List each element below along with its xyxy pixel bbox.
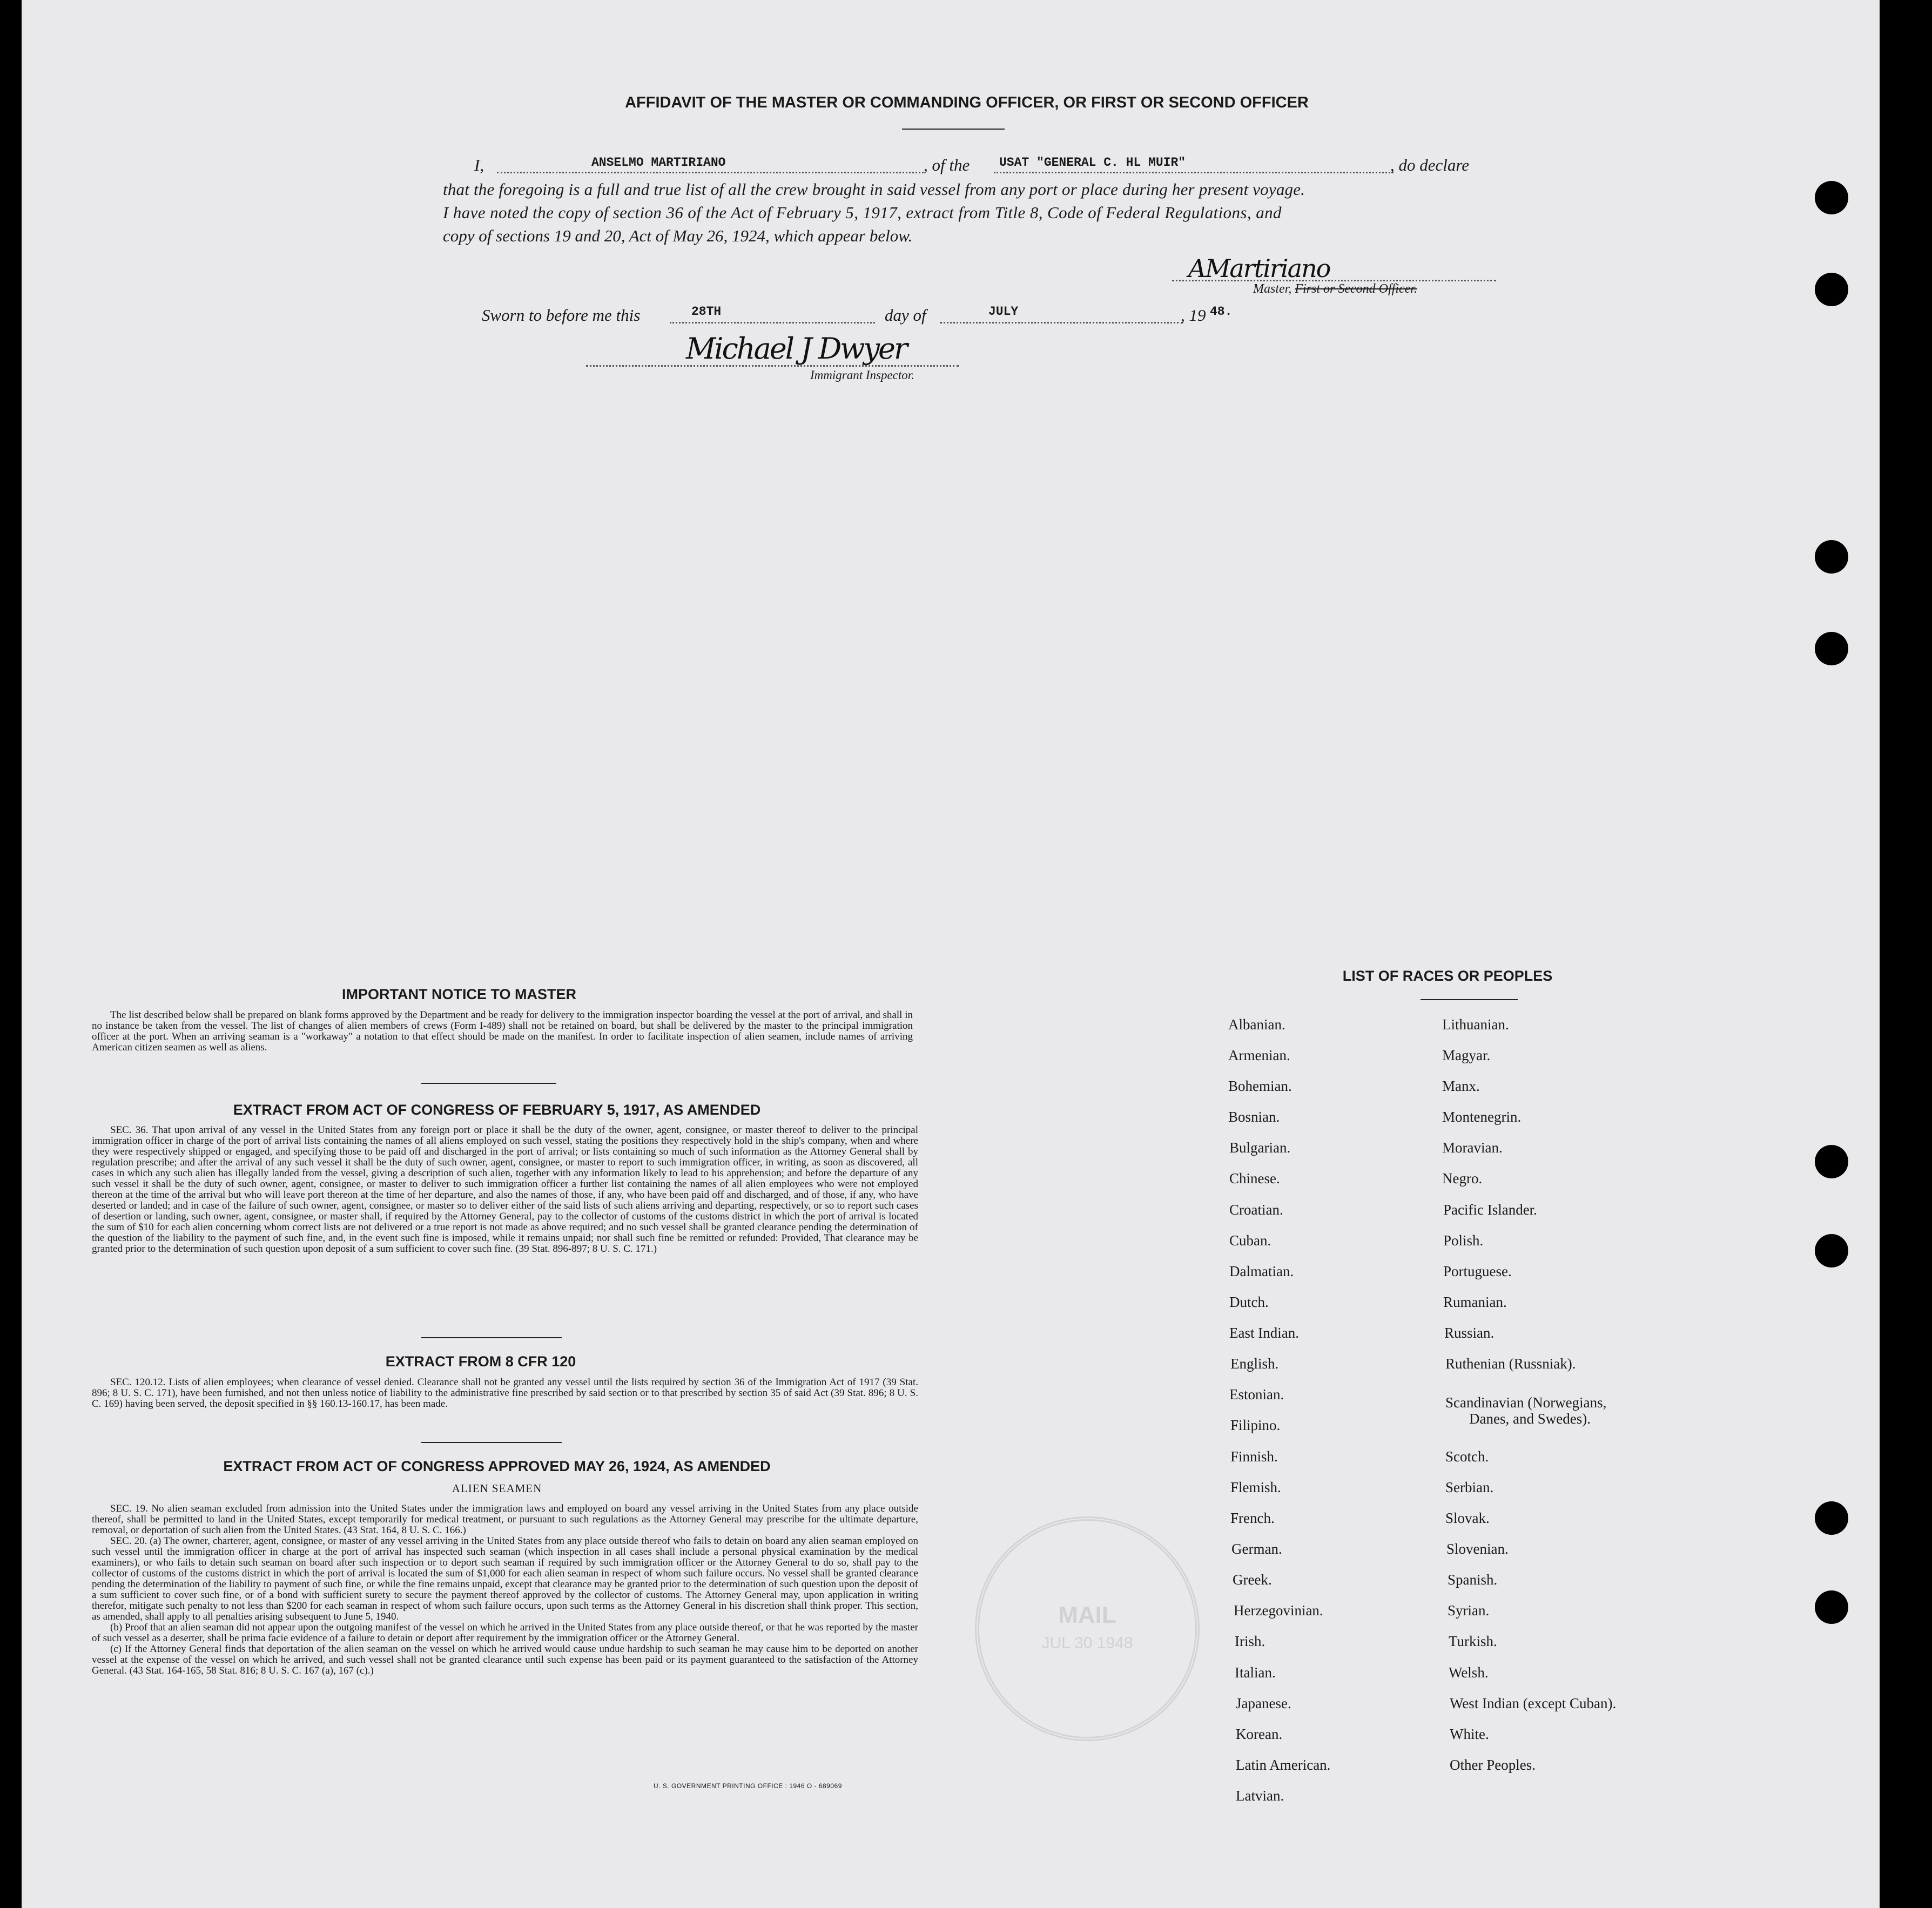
month-value: JULY — [988, 305, 1019, 319]
master-caption-struck: First or Second Officer. — [1295, 282, 1417, 296]
extract-cfr-body — [92, 1377, 918, 1410]
race-item: Rumanian. — [1443, 1294, 1507, 1310]
inspector-caption: Immigrant Inspector. — [810, 368, 914, 382]
race-item: Scandinavian (Norwegians, — [1445, 1394, 1607, 1411]
inspector-signature-line — [586, 365, 959, 367]
month-line — [940, 322, 1183, 323]
punch-hole-icon — [1815, 1501, 1848, 1535]
race-item: Irish. — [1235, 1633, 1265, 1649]
extract-1917-rule — [421, 1337, 562, 1338]
of-the-text: , of the — [924, 156, 970, 174]
race-item: Estonian. — [1229, 1386, 1284, 1403]
race-item: Welsh. — [1449, 1664, 1489, 1681]
extract-1917-body — [92, 1125, 918, 1255]
race-item: Magyar. — [1442, 1047, 1491, 1063]
affidavit-line-2: that the foregoing is a full and true list of all the crew brought in said vessel from any port or place during her present voyage. — [443, 180, 1305, 199]
race-item: Latvian. — [1236, 1788, 1284, 1804]
race-item: Italian. — [1235, 1664, 1276, 1681]
extract-1917-paragraph: SEC. 36. That upon arrival of any vessel in the United States from any foreign port or place it shall be the duty of the owner, agent, consignee, or master thereof to deliver to the principal immigration officer in charge of the port of arrival lists containing the names of all aliens employed on such vessel, stating the positions they respectively hold in the ship's company, when and where they were respectively shipped or engaged, and specifying those to be paid off and discharged in the port of arrival; or lists containing so much of such information as the Attorney General shall by regulation prescribe; and after the arrival of any such vessel it shall be the duty of such owner, agent, consignee, or master to report to such immigration officer, in writing, as soon as discovered, all cases in which any such alien has illegally landed from the vessel, giving a description of such alien, together with any information likely to lead to his apprehension; and before the departure of any such vessel it shall be the duty of such owner, agent, consignee, or master to deliver to such immigration officer a further list containing the names of all alien employees who were not employed thereon at the time of the arrival but who will leave port thereon at the time of her departure, and also the names of those, if any, who have been paid off and discharged, and of those, if any, who have deserted or landed; and in case of the failure of such owner, agent, consignee, or master so to deliver either of the said lists of such aliens arriving and departing, respectively, or so to report such cases of desertion or landing, such owner, agent, consignee, or master shall, if required by the Attorney General, pay to the collector of customs of the customs district in which the port of arrival is located the sum of $10 for each alien concerning whom correct lists are not delivered or a true report is not made as above required; and no such vessel shall be granted clearance pending the determination of the question of the liability to the payment of such fine, and, in the event such fine is imposed, while it remains unpaid; nor shall such fine be remitted or refunded: Provided, That clearance may be granted prior to the determination of such question upon deposit of a sum sufficient to cover such fine. (39 Stat. 896-897; 8 U. S. C. 171.) — [92, 1124, 918, 1255]
race-item: Cuban. — [1229, 1232, 1271, 1249]
extract-1924-paragraph-sec20b: (b) Proof that an alien seaman did not appear upon the outgoing manifest of the vessel on which he arrived in the United States from any place outside thereof, or that he was reported by the master of such vessel as a deserter, shall be prima facie evidence of a failure to detain or deport after requirement by the immigration officer or the Attorney General. — [92, 1622, 918, 1644]
master-caption — [1253, 282, 1417, 296]
race-item: Russian. — [1444, 1325, 1495, 1341]
race-item: Turkish. — [1449, 1633, 1497, 1649]
received-stamp — [975, 1516, 1200, 1741]
race-item: Bosnian. — [1228, 1109, 1280, 1125]
race-item: Montenegrin. — [1442, 1109, 1522, 1125]
race-item: Croatian. — [1229, 1202, 1283, 1218]
extract-1924-paragraph-sec19: SEC. 19. No alien seaman excluded from admission into the United States under the immigration laws and employed on board any vessel arriving in the United States from any place outside thereof, shall be permitted to land in the United States, except temporarily for medical treatment, or pursuant to such regulations as the Attorney General may prescribe for the ultimate departure, removal, or deportation of such alien from the United States. (43 Stat. 164, 8 U. S. C. 166.) — [92, 1503, 918, 1536]
race-item: Latin American. — [1236, 1757, 1331, 1773]
affidavit-i: I, — [474, 156, 484, 174]
extract-1924-paragraph-sec20c: (c) If the Attorney General finds that deportation of the alien seaman on the vessel on which he arrived would cause undue hardship to such seaman he may cause him to be deported on another vessel at the expense of the vessel on which he arrived, and such vessel shall not be granted clearance until such expense has been paid or its payment guaranteed to the satisfaction of the Attorney General. (43 Stat. 164-165, 58 Stat. 816; 8 U. S. C. 167 (a), 167 (c).) — [92, 1643, 918, 1676]
notice-paragraph: The list described below shall be prepared on blank forms approved by the Department and be ready for delivery to the immigration inspector boarding the vessel at the port of arrival, and shall in no instance be taken from the vessel. The list of changes of alien members of crews (Form I-489) shall not be retained on board, but shall be delivered by the master to the principal immigration officer at the port. When an arriving seaman is a "workaway" a notation to that effect should be made on the manifest. In order to facilitate inspection of alien seamen, include names of arriving American citizen seamen as well as aliens. — [92, 1009, 913, 1053]
year-prefix: , 19 — [1181, 306, 1206, 325]
affidavit-heading: AFFIDAVIT OF THE MASTER OR COMMANDING OFFICER, OR FIRST OR SECOND OFFICER — [625, 94, 1309, 111]
race-item: English. — [1230, 1356, 1279, 1372]
master-signature: AMartiriano — [1188, 254, 1330, 283]
printer-line: U. S. GOVERNMENT PRINTING OFFICE : 1946 O - 689069 — [654, 1782, 842, 1790]
race-item: White. — [1450, 1726, 1489, 1742]
extract-1924-heading: EXTRACT FROM ACT OF CONGRESS APPROVED MAY 26, 1924, AS AMENDED — [223, 1458, 771, 1474]
extract-1917-heading: EXTRACT FROM ACT OF CONGRESS OF FEBRUARY 5, 1917, AS AMENDED — [233, 1102, 761, 1118]
affidavit-line-4: copy of sections 19 and 20, Act of May 26, 1924, which appear below. — [443, 226, 913, 245]
race-item: Portuguese. — [1443, 1263, 1512, 1279]
affidavit-line-3: I have noted the copy of section 36 of the Act of February 5, 1917, extract from Title 8, Code of Federal Regulations, and — [443, 203, 1282, 222]
extract-cfr-rule — [421, 1442, 562, 1443]
race-item: Other Peoples. — [1450, 1757, 1536, 1773]
race-item: Albanian. — [1228, 1016, 1285, 1033]
race-item: Polish. — [1443, 1232, 1484, 1249]
sworn-text: Sworn to before me this — [482, 306, 641, 325]
day-of-text: day of — [885, 306, 926, 325]
race-item: Danes, and Swedes). — [1469, 1411, 1591, 1427]
race-item: Japanese. — [1236, 1695, 1291, 1711]
master-signature-line — [1172, 280, 1496, 281]
race-item: Bulgarian. — [1229, 1140, 1291, 1156]
master-caption-master: Master, — [1253, 282, 1292, 296]
race-item: Lithuanian. — [1442, 1016, 1509, 1033]
extract-cfr-heading: EXTRACT FROM 8 CFR 120 — [385, 1353, 576, 1370]
punch-hole-icon — [1815, 1590, 1848, 1624]
race-item: Dalmatian. — [1229, 1263, 1294, 1279]
race-item: Scotch. — [1445, 1448, 1489, 1465]
year-value: 48. — [1210, 305, 1233, 319]
extract-1924-paragraph-sec20a: SEC. 20. (a) The owner, charterer, agent, consignee, or master of any vessel arriving in the United States from any place outside thereof who fails to detain on board any alien seaman employed on such vessel until the immigration officer in charge at the port of arrival has inspected such seaman (which inspection in all cases shall include a personal physical examination by the medical examiners), or who fails to detain such seaman on board after such inspection or to deport such seaman if required by such immigration officer or the Attorney General to do so, shall pay to the collector of customs of the customs district in which the port of arrival is located the sum of $1,000 for each alien seaman in respect of whom such failure occurs. No vessel shall be granted clearance pending the determination of the liability to payment of such fine, or while the fine remains unpaid, except that clearance may be granted prior to the determination of such question upon the deposit of a sum sufficient to cover such fine, or of a bond with sufficient surety to secure the payment thereof approved by the collector of customs. The Attorney General may, upon application in writing therefor, mitigate such penalty to not less than $200 for each seaman in respect of whom such failure occurs, upon such terms as the Attorney General in his discretion shall think proper. This section, as amended, shall apply to all penalties arising subsequent to June 5, 1940. — [92, 1535, 918, 1622]
punch-hole-icon — [1815, 632, 1848, 665]
race-item: Manx. — [1442, 1078, 1480, 1094]
races-heading: LIST OF RACES OR PEOPLES — [1342, 968, 1553, 984]
extract-1924-subheading: ALIEN SEAMEN — [452, 1482, 542, 1495]
race-item: Dutch. — [1229, 1294, 1269, 1310]
race-item: Finnish. — [1230, 1448, 1278, 1465]
race-item: Ruthenian (Russniak). — [1445, 1356, 1576, 1372]
race-item: Pacific Islander. — [1443, 1202, 1537, 1218]
race-item: Korean. — [1236, 1726, 1283, 1742]
extract-1924-body — [92, 1504, 918, 1676]
race-item: French. — [1230, 1510, 1275, 1526]
race-item: Slovak. — [1445, 1510, 1490, 1526]
punch-hole-icon — [1815, 273, 1848, 306]
race-item: West Indian (except Cuban). — [1450, 1695, 1617, 1711]
race-item: Moravian. — [1442, 1140, 1503, 1156]
punch-hole-icon — [1815, 1145, 1848, 1178]
races-rule — [1421, 999, 1518, 1000]
extract-cfr-paragraph: SEC. 120.12. Lists of alien employees; when clearance of vessel denied. Clearance shall not be granted any vessel until the lists required by section 36 of the Immigration Act of 1917 (39 Stat. 896; 8 U. S. C. 171), have been furnished, and not then unless notice of liability to the administrative fine prescribed by said section or to that prescribed by section 35 of said Act (39 Stat. 896; 8 U. S. C. 169) having been served, the deposit specified in §§ 160.13-160.17, has been made. — [92, 1377, 918, 1410]
race-item: Armenian. — [1228, 1047, 1290, 1063]
stamp-date-text: JUL 30 1948 — [1041, 1634, 1133, 1652]
notice-rule — [421, 1083, 556, 1084]
race-item: Flemish. — [1230, 1479, 1281, 1495]
race-item: German. — [1231, 1541, 1282, 1557]
race-item: Greek. — [1233, 1572, 1272, 1588]
document-page — [22, 0, 1880, 1908]
inspector-signature: Michael J Dwyer — [686, 332, 906, 366]
race-item: Herzegovinian. — [1234, 1602, 1323, 1619]
race-item: Negro. — [1442, 1170, 1483, 1186]
race-item: Slovenian. — [1446, 1541, 1509, 1557]
master-name: ANSELMO MARTIRIANO — [591, 156, 726, 170]
do-declare-text: , do declare — [1390, 156, 1470, 174]
vessel-name: USAT "GENERAL C. HL MUIR" — [999, 156, 1186, 170]
race-item: Spanish. — [1448, 1572, 1498, 1588]
race-item: Filipino. — [1230, 1417, 1281, 1433]
punch-hole-icon — [1815, 540, 1848, 574]
name-line — [497, 172, 924, 173]
notice-body — [92, 1010, 913, 1053]
heading-rule — [902, 129, 1005, 130]
race-item: East Indian. — [1229, 1325, 1299, 1341]
punch-hole-icon — [1815, 1234, 1848, 1267]
vessel-line — [994, 172, 1394, 173]
day-line — [670, 322, 875, 323]
race-item: Chinese. — [1229, 1170, 1280, 1186]
stamp-mail-text: MAIL — [1058, 1602, 1116, 1628]
day-value: 28TH — [691, 305, 722, 319]
race-item: Serbian. — [1445, 1479, 1494, 1495]
race-item: Syrian. — [1448, 1602, 1490, 1619]
punch-hole-icon — [1815, 181, 1848, 214]
notice-heading: IMPORTANT NOTICE TO MASTER — [342, 986, 576, 1002]
race-item: Bohemian. — [1228, 1078, 1292, 1094]
